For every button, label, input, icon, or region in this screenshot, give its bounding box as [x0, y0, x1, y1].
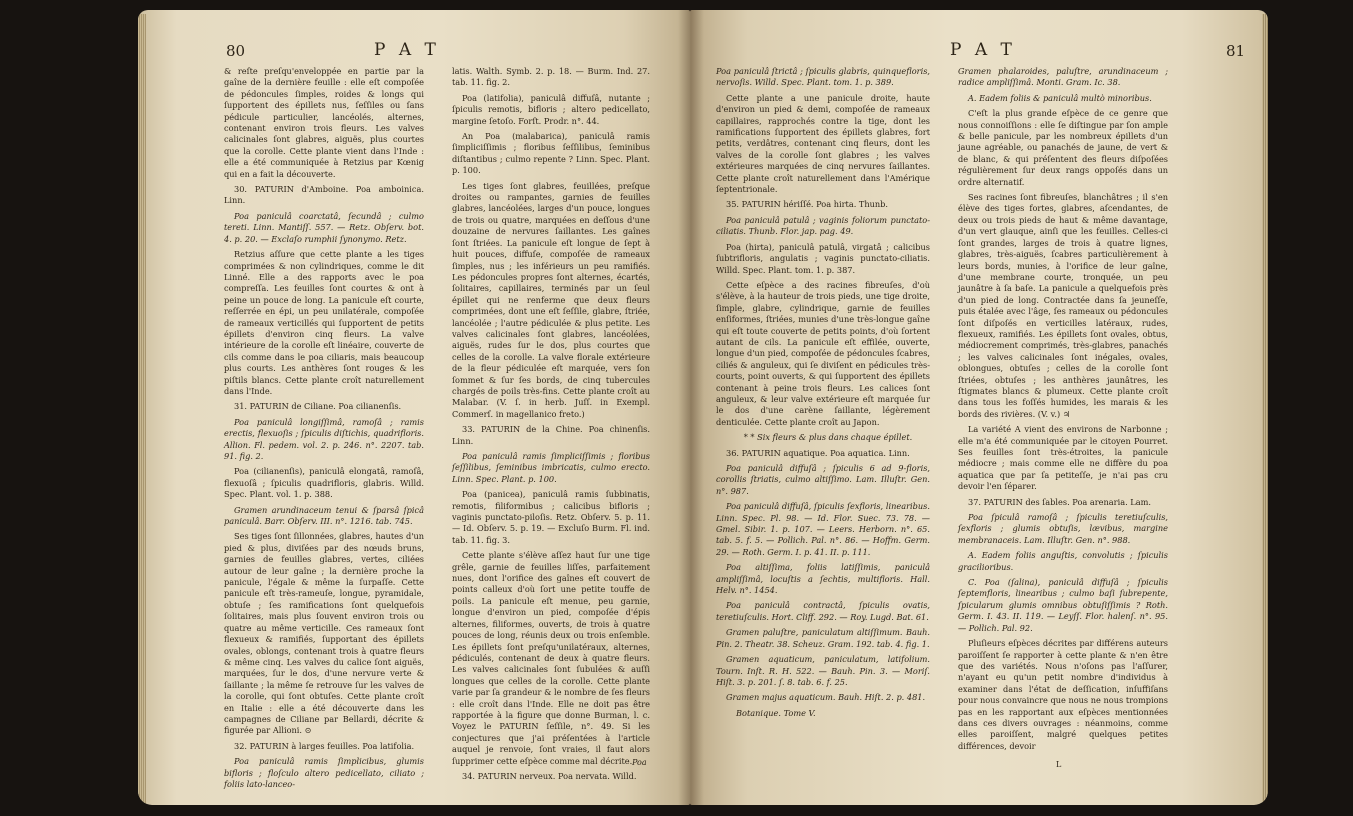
entry-heading: 32. PATURIN à larges feuilles. Poa latifolia.: [234, 740, 415, 751]
open-book: [138, 10, 1268, 810]
paragraph: Poa (hirta), paniculâ patulâ, virgatâ ; calicibus ſubtrifloris, angulatis ; vaginis punctato-ciliatis. Willd. Spec. Plant. tom. 1. p. 387.: [716, 241, 930, 275]
paragraph: Poa paniculâ ramis ſimpliciſſimis ; floribus ſeſſilibus, ſeminibus imbricatis, culmo erecto. Linn. Spec. Plant. p. 100.: [452, 451, 650, 484]
paragraph: Poa (panicea), paniculâ ramis ſubbinatis, remotis, filiformibus ; calicibus bifloris ; vaginis punctato-piloſis. Retz. Obſerv. 5. p. 11. — Id. Obſerv. 5. p. 19. — Excluſo Burm. Fl. ind. tab. 11. fig. 3.: [452, 489, 650, 545]
paragraph: C'eſt la plus grande eſpèce de ce genre que nous connoiſſions : elle ſe diſtingue par ſon ample & belle panicule, par les nombreux épillets d'un jaune agréable, ou panachés de jaune, de vert & de blanc, & qui préſentent des fleurs diſpoſées régulièrement ſur deux rangs oppoſés dans un ordre alternatif.: [958, 108, 1168, 187]
entry-heading: 33. PATURIN de la Chine. Poa chinenſis. Linn.: [452, 424, 650, 446]
paragraph: A. Eadem foliis & paniculâ multò minoribus.: [968, 92, 1152, 103]
paragraph: latis. Walth. Symb. 2. p. 18. — Burm. Ind. 27. tab. 11. fig. 2.: [452, 66, 650, 88]
right-column-1: [716, 66, 930, 723]
paragraph: Ses tiges ſont ſillonnées, glabres, hautes d'un pied & plus, diviſées par des nœuds bruns, garnies de feuilles glabres, vertes, ciliées autour de leur gaîne ; la dernière proche la panicule, l'égale & même la ſurpaſſe. Cette panicule eſt très-rameuſe, longue, pyramidale, obtuſe ; ſes ramifications ſont quelquefois ſolitaires, mais plus ſouvent environ trois ou quatre au même verticille. Ces rameaux ſont flexueux & ramifiés, ſupportant des épillets ovales, oblongs, contenant trois à quatre fleurs & même cinq. Les valves du calice ſont aiguës, marquées, ſur le dos, d'une nervure verte & ſaillante ; la même ſe retrouve ſur les valves de la corolle, qui ſont obtuſes. Cette plante croît en Italie : elle a été découverte dans les campagnes de Ciliane par Bellardi, décrite & figurée par Allioni. ⊙: [224, 531, 424, 736]
entry-heading: 30. PATURIN d'Amboine. Poa amboinica. Linn.: [224, 184, 424, 206]
paragraph: A. Eadem foliis anguſtis, convolutis ; ſpiculis gracilioribus.: [958, 550, 1168, 572]
paragraph: C. Poa (ſalina), paniculâ diffuſâ ; ſpiculis ſeptemfloris, linearibus ; culmo baſi ſubrepente, ſpicularum glumis omnibus obtuſiſſimis ? Roth. Germ. I. 43. II. 119. — Leyſſ. Flor. halenſ. n°. 95. — Pollich. Pal. 92.: [958, 577, 1168, 633]
page-footer: Botanique. Tome V.: [736, 707, 816, 718]
paragraph: Poa paniculâ contractâ, ſpiculis ovatis, teretiuſculis. Hort. Cliff. 292. — Roy. Lugd. Bat. 61.: [716, 600, 930, 622]
paragraph: Poa paniculâ diffuſâ, ſpiculis ſexfloris, linearibus. Linn. Spec. Pl. 98. — Id. Flor. Suec. 73. 78. — Gmel. Sibir. 1. p. 107. — Leers. Herborn. n°. 65. tab. 5. f. 5. — Pollich. Pal. n°. 86. — Hoffm. Germ. 29. — Roth. Germ. I. p. 41. II. p. 111.: [716, 501, 930, 557]
entry-heading: 31. PATURIN de Ciliane. Poa cilianenſis.: [234, 401, 402, 412]
paragraph: Les tiges ſont glabres, feuillées, preſque droites ou rampantes, garnies de feuilles glabres, lancéolées, larges d'un pouce, longues de trois ou quatre, marquées en deſſous d'une douzaine de nervures ſaillantes. Les gaînes ſont ſtriées. La panicule eſt longue de ſept à huit pouces, diffuſe, compoſée de rameaux ſimples, nus ; les inférieurs un peu ramifiés. Les pédoncules propres ſont alternes, écartés, ſolitaires, capillaires, terminés par un ſeul épillet qui ne renferme que deux fleurs comprimées, dont une eſt ſeſſile, glabre, ſtriée, lancéolée ; l'autre pédiculée & plus petite. Les valves calicinales ſont glabres, lancéolées, aiguës, rudes ſur le dos, plus courtes que celles de la corolle. La valve florale extérieure de la fleur pédiculée eſt marquée, vers ſon ſommet & ſur ſes bords, de cinq tubercules chargés de poils très-fins. Cette plante croît au Malabar. (V. ſ. in herb. Juſſ. in Exempl. Commerſ. in magellanico freto.): [452, 180, 650, 419]
catchword: Poa: [632, 758, 647, 767]
paragraph: La variété A vient des environs de Narbonne ; elle m'a été communiquée par le citoyen Pourret. Ses feuilles ſont très-étroites, la panicule médiocre ; mais comme elle ne diffère du poa aquatica que par ſa petiteſſe, je n'ai pas cru devoir l'en ſéparer.: [958, 424, 1168, 492]
running-header-right: P A T: [950, 40, 1016, 60]
section-divider: * * Six fleurs & plus dans chaque épillet.: [743, 432, 913, 443]
left-column-1: [224, 66, 424, 794]
paragraph: Gramen paluſtre, paniculatum altiſſimum. Bauh. Pin. 2. Theatr. 38. Scheuz. Gram. 192. tab. 4. fig. 1.: [716, 627, 930, 649]
paragraph: Poa paniculâ ſtrictâ ; ſpiculis glabris, quinquefloris, nervoſis. Willd. Spec. Plant. tom. 1. p. 389.: [716, 66, 930, 88]
paragraph: Poa paniculâ coarctatâ, ſecundâ ; culmo tereti. Linn. Mantiſſ. 557. — Retz. Obſerv. bot. 4. p. 20. — Exclaſo rumphii ſynonymo. Retz.: [224, 210, 424, 244]
paragraph: Poa paniculâ ramis ſimplicibus, glumis bifloris ; floſculo altero pedicellato, ciliato ; foliis lato-lanceo-: [224, 756, 424, 789]
entry-heading: 36. PATURIN aquatique. Poa aquatica. Linn.: [726, 447, 910, 458]
paragraph: Poa (cilianenſis), paniculâ elongatâ, ramoſâ, flexuoſâ ; ſpiculis quadrifloris, glabris. Willd. Spec. Plant. vol. 1. p. 388.: [224, 466, 424, 500]
paragraph: Gramen majus aquaticum. Bauh. Hiſt. 2. p. 481.: [726, 692, 926, 703]
right-column-2: [958, 66, 1168, 756]
paragraph: Poa (latifolia), paniculâ diffuſâ, nutante ; ſpiculis remotis, bifloris ; altero pedicellato, margine ſetoſo. Forſt. Prodr. n°. 44.: [452, 92, 650, 126]
entry-heading: 35. PATURIN hériſſé. Poa hirta. Thunb.: [726, 199, 889, 210]
paragraph: Poa paniculâ longiſſimâ, ramoſâ ; ramis erectis, flexuoſis ; ſpiculis diſtichis, quadrifloris. Allion. Fl. pedem. vol. 2. p. 246. n°. 2207. tab. 91. fig. 2.: [224, 416, 424, 461]
paragraph: Cette plante a une panicule droite, haute d'environ un pied & demi, compoſée de rameaux capillaires, rapprochés contre la tige, dont les ramifications ſupportent des épillets glabres, fort petits, verdâtres, contenant cinq fleurs, dont les valves de la corolle ſont glabres ; les valves extérieures marquées de cinq nervures ſaillantes. Cette plante croît naturellement dans l'Amérique ſeptentrionale.: [716, 92, 930, 195]
paragraph: Cette eſpèce a des racines fibreuſes, d'où s'élève, à la hauteur de trois pieds, une tige droite, ſimple, glabre, cylindrique, garnie de feuilles enſiformes, ſtriées, munies d'une très-longue gaîne qui eſt toute couverte de petits points, d'où ſortent autant de cils. La panicule eſt effilée, ouverte, longue d'un pied, compoſée de pédoncules ſcabres, ciliés & anguleux, qui ſe diviſent en pédicules très-courts, point ouverts, & qui ſupportent des épillets contenant à peine trois fleurs. Les calices ſont anguleux, & leur valve extérieure eſt marquée ſur le dos d'une carène ſaillante, légèrement denticulée. Cette plante croît au Japon.: [716, 279, 930, 427]
paragraph: Poa ſpiculâ ramoſâ ; ſpiculis teretiuſculis, ſexfloris ; glumis obtuſis, lævibus, margine membranaceis. Lam. Illuſtr. Gen. n°. 988.: [958, 512, 1168, 545]
right-page: [690, 10, 1268, 805]
signature-mark: L: [1056, 760, 1062, 769]
paragraph: Cette plante s'élève aſſez haut ſur une tige grêle, garnie de feuilles liſſes, parfaitement nues, dont l'orifice des gaînes eſt couvert de points calleux d'où ſort une petite touffe de poils. La panicule eſt menue, peu garnie, longue d'environ un pied, compoſée d'épis alternes, filiformes, ouverts, de trois à quatre pouces de long, réunis deux ou trois enſemble. Les épillets ſont preſqu'unilatéraux, alternes, pédiculés, contenant de deux à quatre fleurs. Les valves calicinales ſont ſubulées & auſſi longues que celles de la corolle. Cette plante varie par ſa grandeur & le nombre de ſes fleurs : elle croît dans l'Inde. Elle ne doit pas être rapportée à la figure que donne Burman, l. c. Voyez le PATURIN ſeſſile, n°. 49. Si les conjectures que j'ai préſentées à l'article auquel je renvoie, ſont vraies, il faut alors ſupprimer cette eſpèce comme mal décrite.: [452, 550, 650, 766]
paragraph: Gramen phalaroides, paluſtre, arundinaceum ; radice ampliſſimâ. Monti. Gram. Ic. 38.: [958, 66, 1168, 88]
paragraph: Ses racines ſont fibreuſes, blanchâtres ; il s'en élève des tiges fortes, glabres, aſcendantes, de deux ou trois pieds de haut & même davantage, d'un vert glauque, ainſi que les feuilles. Celles-ci ſont grandes, larges de trois à quatre lignes, glabres, très-aiguës, ſcabres particulièrement à leurs bords, munies, à l'orifice de leur gaîne, d'une membrane courte, tronquée, un peu jaunâtre à ſa baſe. La panicule a quelquefois près d'un pied de long. Contractée dans ſa jeuneſſe, puis étalée avec l'âge, ſes rameaux ou pédoncules ſont diſpoſés en verticilles latéraux, rudes, flexueux, ramifiés. Les épillets ſont ovales, obtus, médiocrement comprimés, très-glabres, panachés ; les valves calicinales ſont inégales, ovales, oblongues, obtuſes ; celles de la corolle ſont ſtriées, obtuſes ; les anthères jaunâtres, les ſtigmates blancs & plumeux. Cette plante croît dans tous les foſſés humides, les marais & les bords des rivières. (V. v.) ♃: [958, 192, 1168, 419]
paragraph: Poa altiſſima, foliis latiſſimis, paniculâ ampliſſimâ, locuſtis a ſechtis, multifloris. Hall. Helv. n°. 1454.: [716, 562, 930, 596]
left-page-edges: [138, 14, 146, 804]
book-gutter: [678, 10, 704, 805]
paragraph: An Poa (malabarica), paniculâ ramis ſimpliciſſimis ; floribus ſeſſilibus, ſeminibus diſtantibus ; culmo repente ? Linn. Spec. Plant. p. 100.: [452, 131, 650, 176]
page-number-right: 81: [1226, 42, 1246, 60]
left-page: [138, 10, 690, 805]
paragraph: Gramen arundinaceum tenui & ſparsâ ſpicâ paniculâ. Barr. Obſerv. III. n°. 1216. tab. 745.: [224, 504, 424, 527]
entry-heading: 37. PATURIN des ſables. Poa arenaria. Lam.: [968, 496, 1151, 507]
left-column-2: [452, 66, 650, 786]
paragraph: Retzius aſſure que cette plante a les tiges comprimées & non cylindriques, comme le dit Linné. Elle a des rapports avec le poa compreſſa. Les feuilles ſont courtes & ont à peine un pouce de long. La panicule eſt courte, reſſerrée en épi, un peu unilatérale, compoſée de rameaux verticillés qui ſupportent de petits épillets d'environ cinq fleurs. La valve intérieure de la corolle eſt linéaire, couverte de cils comme dans le poa ciliaris, mais beaucoup plus courts. Les anthères ſont rouges & les piſtils blancs. Cette plante croît naturellement dans l'Inde.: [224, 249, 424, 396]
paragraph: Poa paniculâ diffuſâ ; ſpiculis 6 ad 9-floris, corollis ſtriatis, culmo altiſſimo. Lam. Illuſtr. Gen. n°. 987.: [716, 463, 930, 496]
paragraph: Gramen aquaticum, paniculatum, latifolium. Tourn. Inſt. R. H. 522. — Bauh. Pin. 3. — Moriſ. Hiſt. 3. p. 201. ſ. 8. tab. 6. f. 25.: [716, 654, 930, 687]
entry-heading: 34. PATURIN nerveux. Poa nervata. Willd.: [462, 770, 637, 781]
running-header-left: P A T: [374, 40, 440, 60]
paragraph: Poa paniculâ patulâ ; vaginis foliorum punctato-ciliatis. Thunb. Flor. jap. pag. 49.: [716, 214, 930, 237]
page-number-left: 80: [226, 42, 246, 60]
right-page-edges: [1262, 14, 1268, 804]
paragraph: Pluſieurs eſpèces décrites par différens auteurs paroiſſent ſe rapporter à cette plante & n'en être que des variétés. Nous n'oſons pas l'aſſurer, n'ayant eu qu'un petit nombre d'individus à examiner dans l'état de deſſication, inſuffiſans pour nous convaincre que nous ne nous trompions pas en les rapportant aux eſpèces mentionnées dans ces divers ouvrages : néanmoins, comme elles paroiſſent, malgré quelques petites différences, devoir: [958, 638, 1168, 751]
paragraph: & reſte preſqu'enveloppée en partie par la gaîne de la dernière feuille : elle eſt compoſée de pédoncules ſimples, roides & longs qui ſupportent des épillets nus, ſeſſiles ou ſans pédicule particulier, lancéolés, alternes, contenant environ trois fleurs. Les valves calicinales ſont glabres, aiguës, plus courtes que la corolle. Cette plante vient dans l'Inde : elle a été communiquée à Retzius par Kœnig qui en a fait la découverte.: [224, 66, 424, 179]
